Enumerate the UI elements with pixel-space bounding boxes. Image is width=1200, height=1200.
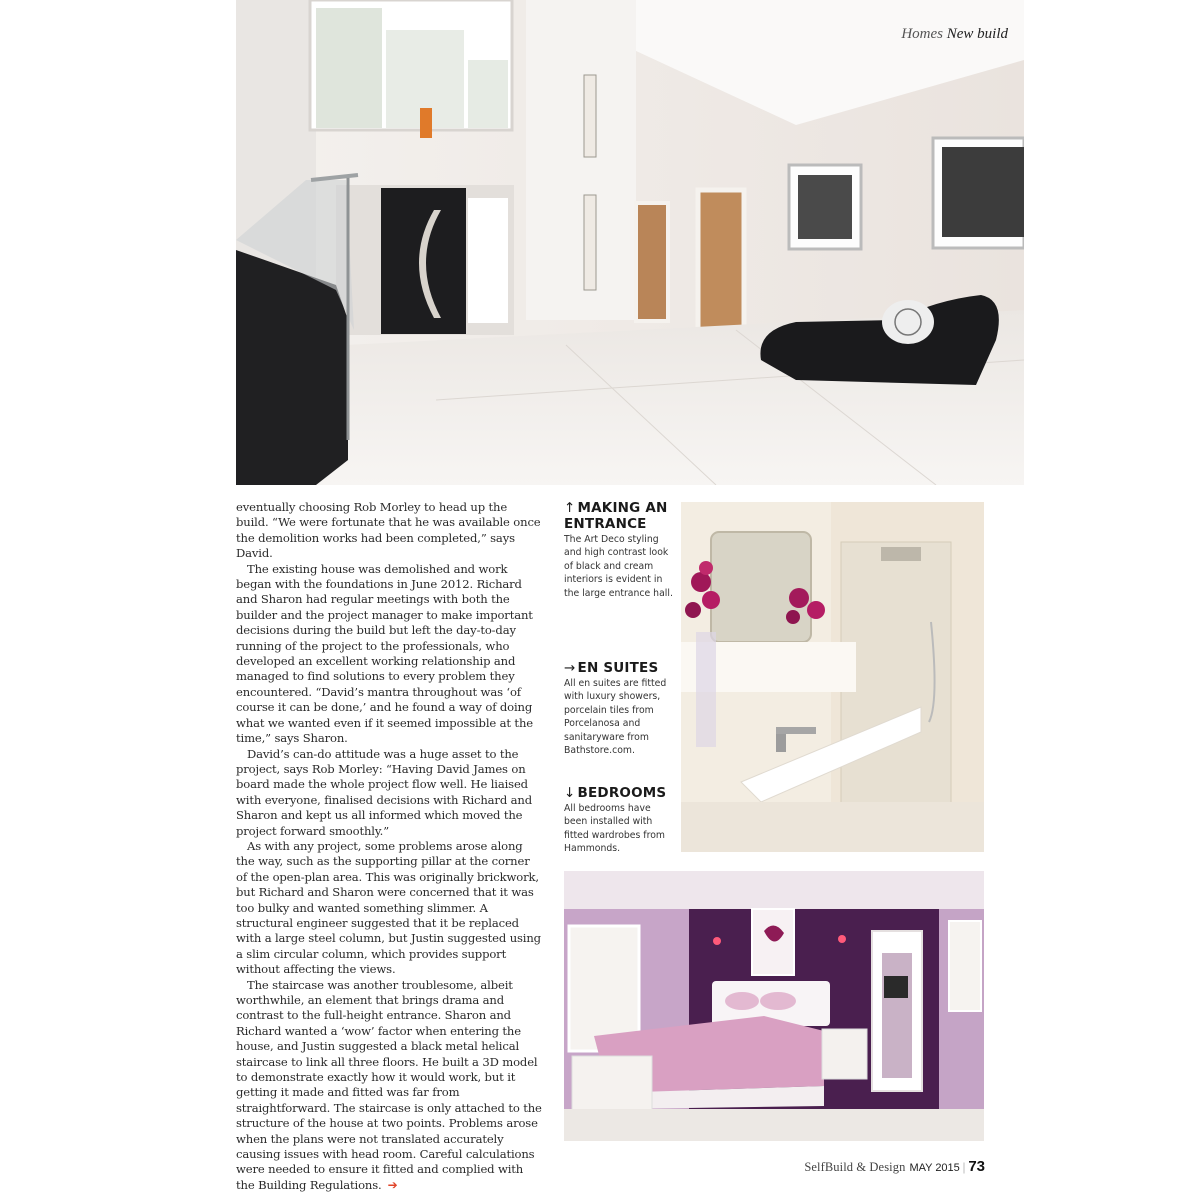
en-suite-photo: [681, 502, 984, 852]
footer-separator: |: [962, 1160, 966, 1174]
magazine-name: SelfBuild & Design: [804, 1160, 906, 1174]
caption-title: [564, 785, 674, 801]
section-label: [901, 26, 1008, 43]
continue-arrow-icon: ➔: [387, 1177, 398, 1192]
body-paragraph-text: The staircase was another troublesome, albeit worthwhile, an element that brings drama and contrast to the full-height entrance. Sharon and Richard wanted a ‘wow’ factor when entering the house, and Justin suggested a black metal helical staircase to link all three floors. He built a 3D model to demonstrate exactly how it would work, but it getting it made and fitted was far from straightforward. The staircase is only attached to the structure of the house at two points. Problems arose when the plans were not translated accurately causing issues with head room. Careful calculations were needed to ensure it fitted and complied with the Building Regulations.: [236, 977, 542, 1192]
arrow-up-icon: ↑: [564, 500, 576, 516]
caption-text: All en suites are fitted with luxury showers, porcelain tiles from Porcelanosa and sanitaryware from Bathstore.com.: [564, 678, 667, 757]
caption-text: All bedrooms have been installed with fitted wardrobes from Hammonds.: [564, 803, 665, 855]
body-paragraph: As with any project, some problems arose along the way, such as the supporting pillar at the corner of the open-plan area. This was originally brickwork, but Richard and Sharon were concerned that it was too bulky and wanted something slimmer. A structural engineer suggested that it be replaced with a large steel column, but Justin suggested using a slim circular column, which provides support without affecting the views.: [236, 838, 541, 977]
body-paragraph: [236, 978, 542, 1194]
caption-en-suites: [564, 660, 674, 757]
bedroom-photo: [564, 871, 984, 1141]
page-number: 73: [968, 1158, 985, 1175]
arrow-down-icon: ↓: [564, 785, 576, 801]
issue-date: MAY 2015: [909, 1162, 960, 1174]
entrance-hall-photo: [236, 0, 1024, 485]
caption-bedrooms: [564, 785, 674, 856]
page-footer: [804, 1158, 985, 1175]
subsection-name: New build: [946, 26, 1008, 42]
section-name: Homes: [901, 26, 943, 42]
body-paragraph: The existing house was demolished and work began with the foundations in June 2012. Richard and Sharon had regular meetings with both the builder and the project manager to make important decisions during the build but left the day-to-day running of the project to the professionals, who developed an excellent working relationship and managed to find solutions to every problem they encountered. “David’s mantra throughout was ‘of course it can be done,’ and he found a way of doing what we wanted even if it seemed impossible at the time,” says Sharon.: [236, 561, 533, 746]
body-paragraph: eventually choosing Rob Morley to head up the build. “We were fortunate that he was available once the demolition works had been completed,” says David.: [236, 500, 541, 561]
caption-title: [564, 500, 674, 532]
caption-title-text: BEDROOMS: [577, 785, 667, 801]
caption-title-text: MAKING AN ENTRANCE: [564, 500, 668, 532]
arrow-right-icon: →: [564, 660, 576, 676]
caption-entrance: [564, 500, 674, 600]
article-body: [236, 500, 542, 1193]
body-paragraph: David’s can-do attitude was a huge asset to the project, says Rob Morley: “Having David James on board made the whole project flow well. He liaised with everyone, finalised decisions with Richard and Sharon and kept us all informed which moved the project forward smoothly.”: [236, 746, 532, 838]
caption-title-text: EN SUITES: [577, 660, 659, 676]
caption-title: [564, 660, 674, 676]
caption-text: The Art Deco styling and high contrast look of black and cream interiors is evident in the large entrance hall.: [564, 534, 673, 599]
